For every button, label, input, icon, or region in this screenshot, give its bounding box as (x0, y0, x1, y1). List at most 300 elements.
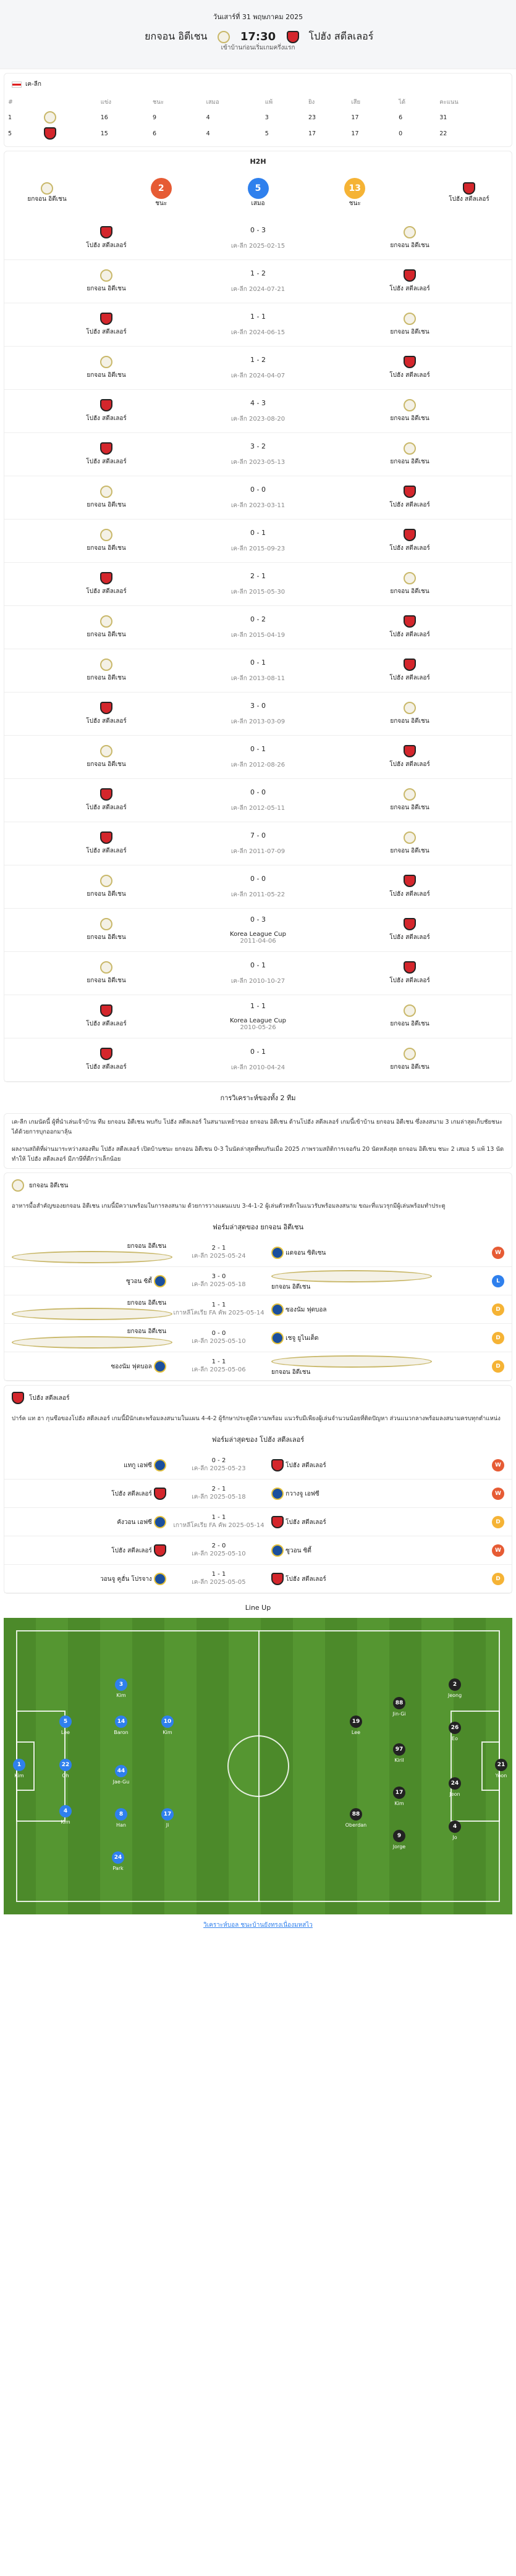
h2h-away-team: โปฮัง สตีลเลอร์ (389, 934, 430, 941)
h2h-score: 0 - 1 (250, 961, 266, 969)
h2h-home-team: โปฮัง สตีลเลอร์ (86, 415, 127, 422)
h2h-match-row[interactable] (4, 1038, 512, 1082)
team-crest-icon (100, 529, 112, 541)
league-cell: 9 (153, 114, 157, 121)
form-home-team: คังวอน เอฟซี (117, 1518, 154, 1526)
away-player[interactable] (436, 1678, 473, 1698)
home-form-list (4, 1239, 512, 1381)
form-result-badge: D (492, 1360, 504, 1373)
lineup-title: Line Up (245, 1604, 271, 1612)
h2h-score: 0 - 0 (250, 874, 266, 883)
h2h-home-team: ยกจอน อิตีเชน (87, 761, 126, 768)
team-crest-icon (100, 442, 112, 455)
h2h-date: เค-ลีก 2024-06-15 (231, 329, 285, 336)
team-crest-icon (12, 1251, 172, 1263)
team-crest-icon (404, 788, 416, 801)
league-row[interactable] (4, 125, 512, 141)
away-player[interactable] (436, 1722, 473, 1741)
league-cell: 6 (399, 114, 403, 121)
form-away-team: ซูวอน ซิตี้ (284, 1547, 311, 1554)
h2h-away-team: ยกจอน อิตีเชน (390, 1064, 429, 1071)
h2h-score: 3 - 2 (250, 442, 266, 450)
form-away (265, 1332, 426, 1344)
h2h-score: 0 - 1 (250, 1047, 266, 1056)
form-result-badge: D (492, 1516, 504, 1528)
h2h-score: 0 - 0 (250, 485, 266, 494)
player-name: Kim (116, 1693, 126, 1698)
h2h-match-center (190, 1048, 326, 1072)
home-player[interactable] (4, 1759, 38, 1778)
team-crest-icon (100, 572, 112, 584)
match-date: วันเสาร์ที่ 31 พฤษภาคม 2025 (213, 13, 303, 21)
player-name: Kim (14, 1773, 24, 1778)
form-away-team: ยกจอน อิตีเชน (271, 1284, 311, 1290)
h2h-draws: 5 (248, 178, 269, 199)
player-number: 19 (350, 1715, 362, 1728)
h2h-away-team: โปฮัง สตีลเลอร์ (389, 675, 430, 681)
h2h-away-team: ยกจอน อิตีเชน (390, 804, 429, 811)
h2h-away-team: ยกจอน อิตีเชน (390, 588, 429, 595)
form-home (12, 1544, 172, 1557)
player-name: Kim (394, 1801, 404, 1806)
away-player[interactable] (381, 1830, 418, 1850)
form-result-badge: D (492, 1332, 504, 1344)
home-player[interactable] (103, 1808, 140, 1828)
analysis-title: การวิเคราะห์ของทั้ง 2 ทีม (220, 1094, 296, 1102)
player-number: 8 (115, 1808, 127, 1820)
h2h-match-center (190, 659, 326, 683)
h2h-away-team: โปฮัง สตีลเลอร์ (389, 891, 430, 898)
h2h-home-side (78, 226, 134, 250)
h2h-competition: Korea League Cup (230, 1017, 286, 1024)
league-cell: 23 (308, 114, 316, 121)
h2h-away-side (382, 529, 438, 553)
form-score: 1 - 1 (211, 1301, 226, 1308)
form-row[interactable] (4, 1267, 512, 1295)
korea-flag-icon (12, 82, 22, 88)
league-col-header: # (8, 99, 13, 106)
player-number: 44 (115, 1765, 127, 1777)
home-player[interactable] (47, 1805, 84, 1825)
team-crest-icon (154, 1275, 166, 1287)
h2h-score: 7 - 0 (250, 831, 266, 840)
team-crest-icon (404, 1004, 416, 1017)
team-crest-icon (100, 399, 112, 411)
h2h-match-row[interactable] (4, 347, 512, 390)
h2h-home-side (78, 875, 134, 899)
form-score: 2 - 1 (211, 1485, 226, 1492)
h2h-away-team: โปฮัง สตีลเลอร์ (389, 977, 430, 984)
player-number: 17 (161, 1808, 174, 1820)
h2h-match-center (190, 269, 326, 294)
h2h-date: เค-ลีก 2024-04-07 (231, 372, 285, 379)
h2h-score: 4 - 3 (250, 398, 266, 407)
h2h-home-side (78, 356, 134, 380)
h2h-match-row[interactable] (4, 995, 512, 1038)
player-name: Baron (114, 1730, 129, 1735)
form-score: 3 - 0 (211, 1273, 226, 1280)
home-player[interactable] (149, 1715, 186, 1735)
away-team-name[interactable]: โปฮัง สตีลเลอร์ (308, 30, 374, 42)
away-analysis-team: โปฮัง สตีลเลอร์ (29, 1394, 70, 1402)
form-away (265, 1573, 426, 1585)
h2h-away-side (382, 615, 438, 639)
team-crest-icon (100, 1004, 112, 1017)
form-away (265, 1544, 426, 1557)
h2h-date: 2011-04-06 (240, 938, 276, 945)
h2h-match-center (190, 875, 326, 899)
h2h-home-side (78, 831, 134, 856)
h2h-date: เค-ลีก 2010-04-24 (231, 1064, 285, 1071)
team-crest-icon (100, 313, 112, 325)
form-center (172, 1571, 265, 1587)
league-cell: 5 (264, 130, 269, 137)
form-home (12, 1299, 172, 1320)
h2h-score: 3 - 0 (250, 701, 266, 710)
form-away-team: เชจู ยูไนเต็ด (284, 1334, 319, 1342)
h2h-match-row[interactable] (4, 649, 512, 692)
league-cell: 17 (351, 114, 359, 121)
h2h-home-team: ยกจอน อิตีเชน (87, 891, 126, 898)
form-score: 2 - 0 (211, 1542, 226, 1549)
team-crest-icon (271, 1247, 284, 1259)
h2h-match-center (190, 572, 326, 597)
h2h-away-side (382, 745, 438, 769)
h2h-match-row[interactable] (4, 865, 512, 909)
player-number: 97 (393, 1743, 405, 1756)
team-crest-icon (100, 615, 112, 628)
home-analysis-card (4, 1172, 512, 1381)
h2h-away-team: โปฮัง สตีลเลอร์ (389, 502, 430, 508)
form-date: เค-ลีก 2025-05-06 (192, 1366, 246, 1373)
h2h-match-row[interactable] (4, 217, 512, 260)
form-row[interactable] (4, 1352, 512, 1381)
form-row[interactable] (4, 1536, 512, 1565)
h2h-away-side (382, 399, 438, 423)
team-crest-icon (154, 1573, 166, 1585)
form-score: 1 - 1 (211, 1513, 226, 1521)
team-crest-icon (404, 269, 416, 282)
h2h-date: เค-ลีก 2010-10-27 (231, 977, 285, 985)
h2h-match-center (190, 226, 326, 251)
form-home-team: วอนจู คูฮั่น โปรจาง (100, 1575, 154, 1583)
form-home-team: ซูวอน ซิตี้ (126, 1277, 154, 1285)
h2h-score: 0 - 3 (250, 915, 266, 924)
h2h-match-row[interactable] (4, 390, 512, 433)
form-away-team: โปฮัง สตีลเลอร์ (284, 1575, 326, 1583)
league-cell: 5 (8, 130, 12, 137)
form-home-team: โปฮัง สตีลเลอร์ (111, 1490, 154, 1497)
player-name: Lee (351, 1730, 361, 1735)
league-cell: 31 (439, 114, 447, 121)
form-row[interactable] (4, 1480, 512, 1508)
league-col-header: ชนะ (153, 99, 164, 106)
center-circle (227, 1735, 289, 1797)
player-number: 1 (13, 1759, 25, 1771)
h2h-away-side (382, 788, 438, 812)
league-row[interactable] (4, 109, 512, 125)
team-crest-icon (404, 1048, 416, 1060)
form-center (172, 1486, 265, 1502)
h2h-match-center (190, 702, 326, 726)
h2h-score: 2 - 1 (250, 571, 266, 580)
form-center (172, 1543, 265, 1559)
team-crest-icon (404, 615, 416, 628)
h2h-away-side (382, 572, 438, 596)
h2h-home-team: โปฮัง สตีลเลอร์ (86, 242, 127, 249)
h2h-away-team: ยกจอน อิตีเชน (390, 1021, 429, 1027)
league-table (4, 95, 512, 141)
team-crest-icon (404, 399, 416, 411)
team-crest-icon (404, 226, 416, 238)
h2h-match-center (190, 615, 326, 640)
h2h-home-team: โปฮัง สตีลเลอร์ (86, 588, 127, 595)
h2h-wins: 2 (151, 178, 172, 199)
team-crest-icon (44, 127, 56, 140)
h2h-match-row[interactable] (4, 692, 512, 736)
h2h-match-row[interactable] (4, 822, 512, 865)
home-crest-icon (12, 1179, 24, 1192)
h2h-home-side (78, 486, 134, 510)
player-name: Kim (61, 1819, 70, 1825)
h2h-home-team: โปฮัง สตีลเลอร์ (86, 718, 127, 725)
h2h-away-team: ยกจอน อิตีเชน (390, 329, 429, 335)
h2h-title: H2H (250, 158, 266, 166)
form-center (172, 1273, 265, 1289)
home-player[interactable] (103, 1765, 140, 1785)
form-home-team: ยกจอน อิตีเชน (127, 1328, 166, 1335)
form-away (265, 1247, 426, 1259)
h2h-score: 1 - 2 (250, 269, 266, 277)
h2h-home-team: โปฮัง สตีลเลอร์ (86, 1021, 127, 1027)
h2h-away-team: โปฮัง สตีลเลอร์ (389, 631, 430, 638)
form-row[interactable] (4, 1324, 512, 1352)
h2h-match-center (190, 356, 326, 381)
h2h-home-side (78, 659, 134, 683)
player-name: Jae-Gu (112, 1779, 130, 1785)
league-col-header: เสีย (351, 99, 361, 106)
team-crest-icon (12, 1336, 172, 1349)
form-center (172, 1245, 265, 1261)
team-crest-icon (100, 356, 112, 368)
team-crest-icon (154, 1488, 166, 1500)
h2h-home-side (78, 313, 134, 337)
form-home (12, 1488, 172, 1500)
player-number: 24 (112, 1851, 124, 1864)
form-away (265, 1355, 426, 1377)
player-number: 21 (495, 1759, 507, 1771)
away-player[interactable] (381, 1743, 418, 1763)
team-crest-icon (100, 875, 112, 887)
form-date: เค-ลีก 2025-05-18 (192, 1281, 246, 1288)
h2h-match-row[interactable] (4, 952, 512, 995)
home-player[interactable] (47, 1759, 84, 1778)
h2h-home-name: ยกจอน อิตีเชน (27, 196, 67, 203)
form-result-badge: D (492, 1303, 504, 1316)
h2h-competition: Korea League Cup (230, 931, 286, 938)
form-row[interactable] (4, 1508, 512, 1536)
home-player[interactable] (103, 1678, 140, 1698)
form-score: 1 - 1 (211, 1570, 226, 1578)
h2h-match-row[interactable] (4, 779, 512, 822)
h2h-match-center (190, 313, 326, 337)
player-number: 9 (393, 1830, 405, 1842)
h2h-score: 0 - 1 (250, 528, 266, 537)
h2h-away-team: ยกจอน อิตีเชน (390, 458, 429, 465)
form-row[interactable] (4, 1565, 512, 1593)
player-name: Lee (61, 1730, 70, 1735)
h2h-match-row[interactable] (4, 520, 512, 563)
form-row[interactable] (4, 1295, 512, 1324)
h2h-match-center (190, 961, 326, 986)
league-col-header: คะแนน (439, 99, 459, 106)
h2h-away-side (382, 831, 438, 856)
form-home-team: ยกจอน อิตีเชน (127, 1243, 166, 1250)
form-away (265, 1270, 426, 1292)
form-home (12, 1573, 172, 1585)
h2h-away-side (382, 356, 438, 380)
h2h-home-team: ยกจอน อิตีเชน (87, 675, 126, 681)
form-home-team: แทกู เอฟซี (124, 1462, 154, 1469)
player-number: 5 (59, 1715, 72, 1728)
h2h-match-row[interactable] (4, 563, 512, 606)
league-cell: 3 (264, 114, 269, 121)
h2h-home-team: โปฮัง สตีลเลอร์ (86, 848, 127, 854)
form-away (265, 1303, 426, 1316)
h2h-away-team: โปฮัง สตีลเลอร์ (389, 545, 430, 552)
h2h-match-row[interactable] (4, 260, 512, 303)
form-date: เค-ลีก 2025-05-24 (192, 1252, 246, 1260)
h2h-home-side (78, 399, 134, 423)
team-crest-icon (404, 961, 416, 974)
h2h-match-row[interactable] (4, 433, 512, 476)
home-player[interactable] (149, 1808, 186, 1828)
h2h-home-side (78, 1004, 134, 1029)
h2h-date: เค-ลีก 2013-08-11 (231, 675, 285, 682)
team-crest-icon (100, 918, 112, 930)
h2h-match-center (190, 1002, 326, 1031)
player-number: 14 (115, 1715, 127, 1728)
h2h-match-row[interactable] (4, 476, 512, 520)
form-date: เค-ลีก 2025-05-10 (192, 1337, 246, 1345)
player-name: Jorge (392, 1844, 406, 1850)
h2h-away-name: โปฮัง สตีลเลอร์ (449, 196, 489, 203)
h2h-match-row[interactable] (4, 303, 512, 347)
team-crest-icon (404, 356, 416, 368)
team-crest-icon (100, 269, 112, 282)
away-crest-icon (463, 182, 475, 195)
away-player[interactable] (381, 1787, 418, 1806)
player-number: 88 (350, 1808, 362, 1820)
league-cell: 16 (100, 114, 108, 121)
h2h-match-center (190, 399, 326, 424)
player-name: Kiril (394, 1757, 404, 1763)
h2h-away-team: โปฮัง สตีลเลอร์ (389, 285, 430, 292)
away-team-crest-icon (287, 31, 299, 43)
h2h-away-side (382, 702, 438, 726)
analysis-card (4, 1113, 512, 1169)
h2h-home-team: ยกจอน อิตีเชน (87, 934, 126, 941)
team-crest-icon (100, 659, 112, 671)
form-center (172, 1330, 265, 1346)
home-player[interactable] (47, 1715, 84, 1735)
h2h-match-row[interactable] (4, 606, 512, 649)
h2h-match-row[interactable] (4, 736, 512, 779)
h2h-away-team: โปฮัง สตีลเลอร์ (389, 761, 430, 768)
h2h-away-team: ยกจอน อิตีเชน (390, 415, 429, 422)
form-center (172, 1514, 265, 1530)
away-player[interactable] (483, 1759, 512, 1778)
league-cell: 1 (8, 114, 12, 121)
h2h-home-team: โปฮัง สตีลเลอร์ (86, 804, 127, 811)
h2h-away-side (382, 1004, 438, 1029)
form-row[interactable] (4, 1239, 512, 1267)
player-number: 22 (59, 1759, 72, 1771)
team-crest-icon (271, 1355, 432, 1368)
h2h-match-center (190, 915, 326, 945)
h2h-match-center (190, 442, 326, 467)
h2h-home-side (78, 788, 134, 812)
home-player[interactable] (99, 1851, 137, 1871)
h2h-home-side (78, 572, 134, 596)
team-crest-icon (100, 702, 112, 714)
away-player[interactable] (436, 1820, 473, 1840)
more-analysis-link[interactable]: วิเคราะห์บอล ชนะบ้านยังทรงเนื่องมหสไว (203, 1922, 313, 1929)
h2h-score: 0 - 2 (250, 615, 266, 623)
league-col-header: เสมอ (206, 99, 219, 106)
h2h-away-side (382, 313, 438, 337)
league-cell: 15 (100, 130, 108, 137)
league-cell: 4 (206, 130, 210, 137)
form-result-badge: W (492, 1459, 504, 1471)
form-score: 1 - 1 (211, 1358, 226, 1365)
h2h-card (4, 151, 512, 1082)
form-result-badge: W (492, 1488, 504, 1500)
away-player[interactable] (337, 1808, 374, 1828)
h2h-home-side (78, 1048, 134, 1072)
h2h-date: เค-ลีก 2011-07-09 (231, 848, 285, 855)
lineup-pitch (4, 1618, 512, 1914)
h2h-away-side (382, 442, 438, 466)
league-name[interactable]: เค-ลีก (25, 81, 41, 88)
team-crest-icon (404, 313, 416, 325)
form-away-team: ยกจอน อิตีเชน (271, 1369, 311, 1376)
h2h-home-side (78, 269, 134, 293)
h2h-date: เค-ลีก 2015-05-30 (231, 588, 285, 596)
home-player[interactable] (103, 1715, 140, 1735)
h2h-away-team: โปฮัง สตีลเลอร์ (389, 372, 430, 379)
home-team-name[interactable]: ยกจอน อิตีเชน (145, 30, 208, 42)
team-crest-icon (404, 831, 416, 844)
h2h-wins-label: ชนะ (155, 200, 167, 207)
h2h-away-side (382, 486, 438, 510)
league-table-card (4, 73, 512, 147)
h2h-away-side (382, 918, 438, 942)
away-player[interactable] (381, 1697, 418, 1717)
form-home (12, 1327, 172, 1349)
form-home-team: โปฮัง สตีลเลอร์ (111, 1547, 154, 1554)
team-crest-icon (154, 1459, 166, 1471)
away-player[interactable] (337, 1715, 374, 1735)
away-player[interactable] (436, 1777, 473, 1797)
form-row[interactable] (4, 1451, 512, 1480)
h2h-score: 0 - 1 (250, 744, 266, 753)
h2h-match-row[interactable] (4, 909, 512, 952)
h2h-score: 0 - 0 (250, 788, 266, 796)
form-away (265, 1459, 426, 1471)
league-cell: 4 (206, 114, 210, 121)
home-team-crest-icon (218, 31, 230, 43)
